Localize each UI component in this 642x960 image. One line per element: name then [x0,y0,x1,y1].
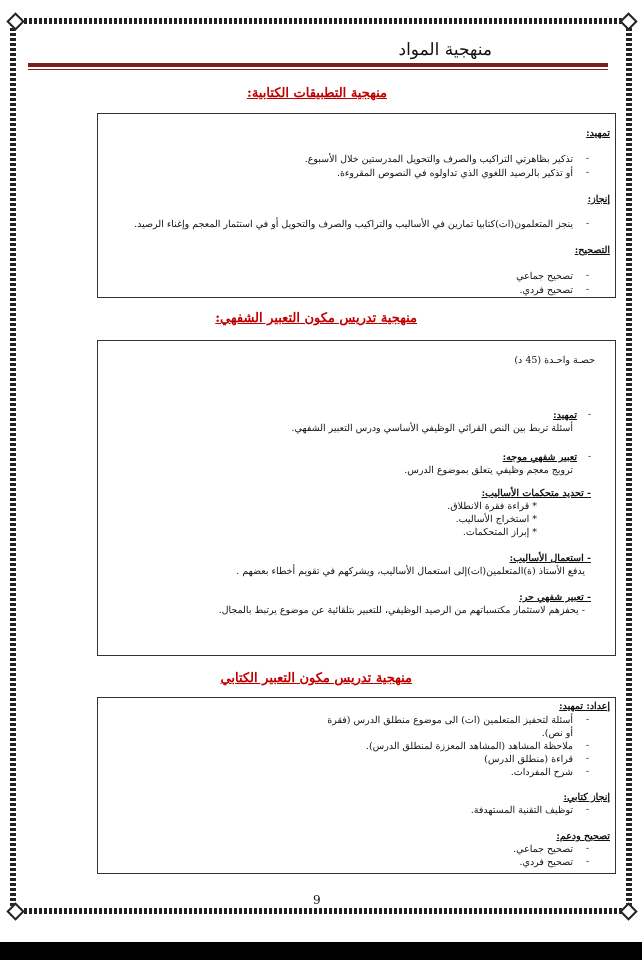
session-duration: حصـة واحـدة (45 د) [514,355,595,366]
top-border [14,18,628,24]
list-item: ينجز المتعلمون(ات)كتابيا تمارين في الأساليب والتراكيب والصرف والتحويل أو في استثمار المعجم وإغناء الرصيد. [134,219,573,230]
prep-label: إعداد: تمهيد: [559,701,610,712]
controls-item: * استخراج الأساليب. [455,514,537,525]
list-item: أو نص). [541,728,573,739]
list-item: تصحيح جماعي [516,271,573,282]
section-title-written-apps: منهجية التطبيقات الكتابية: [247,86,387,101]
list-item: توظيف التقنية المستهدفة. [470,805,573,816]
task-label: إنجاز: [587,194,610,205]
list-item: تصحيح فردي. [519,285,573,296]
oral-intro-text: أسئلة تربط بين النص القرائي الوظيفي الأساسي ودرس التعبير الشفهي. [291,423,573,434]
list-item: أو تذكير بالرصيد اللغوي الذي تداولوه في النصوص المقروءة. [336,168,573,179]
section-title-written: منهجية تدريس مكون التعبير الكتابي [220,671,412,686]
guided-text: ترويج معجم وظيفي يتعلق بموضوع الدرس. [404,465,573,476]
header-rule-thin [28,69,608,70]
bottom-border [14,908,628,914]
free-text: - يحفزهم لاستثمار مكتسباتهم من الرصيد الوظيفي، للتعبير بتلقائية عن موضوع يرتبط بالمجال. [218,605,585,616]
list-item: أسئلة لتحفيز المتعلمين (ات) الى موضوع منطلق الدرس (فقرة [327,715,573,726]
oral-session-box [97,340,616,398]
header-rule [28,63,608,67]
controls-item: * قراءة فقرة الانطلاق. [447,501,537,512]
corner-ornament [619,12,637,30]
list-item: قراءة (منطلق الدرس) [484,754,573,765]
written-task-label: إنجاز كتابي: [563,792,610,803]
left-border [10,18,16,918]
page-title: منهجية المواد [398,40,492,60]
usage-label: - استعمال الأساليب: [509,553,591,564]
list-item: تصحيح جماعي. [513,844,573,855]
correction-label: التصحيح: [574,245,610,256]
written-correction-label: تصحيح ودعم: [556,831,610,842]
usage-text: يدفع الأستاذ (ة)المتعلمين(ات)إلى استعمال الأساليب، ويشركهم في تقويم أخطاء بعضهم . [236,566,585,577]
corner-ornament [619,902,637,920]
controls-label: - تحديد متحكمات الأساليب: [481,488,591,499]
page-number: 9 [313,893,321,907]
oral-content-box: - تمهيد: أسئلة تربط بين النص القرائي الوظيفي الأساسي ودرس التعبير الشفهي. - تعبير شفهي موجه: ترويج معجم وظيفي يتعلق بموضوع الدرس. - تحديد متحكمات الأساليب: * قراءة فقرة الانطلاق. * استخراج الأساليب. * إبراز المتحكمات. - استعمال الأساليب: يدفع الأستاذ (ة)المتعلمين(ات)إلى استعمال الأساليب، ويشركهم في تقويم أخطاء بعضهم . - تعبير شفهي حر: - يحفزهم لاستثمار مكتسباتهم من الرصيد الوظيفي، للتعبير بتلقائية عن موضوع يرتبط بالمجال. [97,396,616,656]
guided-label: تعبير شفهي موجه: [502,452,577,463]
list-item: ملاحظة المشاهد (المشاهد المعززة لمنطلق الدرس). [365,741,573,752]
written-apps-box: تمهيد: - تذكير بظاهرتي التراكيب والصرف والتحويل المدرستين خلال الأسبوع. - أو تذكير بالرصيد اللغوي الذي تداولوه في النصوص المقروءة. إنجاز: - ينجز المتعلمون(ات)كتابيا تمارين في الأساليب والتراكيب والصرف والتحويل أو في استثمار المعجم وإغناء الرصيد. التصحيح: - تصحيح جماعي - تصحيح فردي. [97,113,616,298]
intro-label: تمهيد: [586,128,610,139]
list-item: تذكير بظاهرتي التراكيب والصرف والتحويل المدرستين خلال الأسبوع. [304,154,573,165]
list-item: تصحيح فردي. [519,857,573,868]
list-item: شرح المفردات. [510,767,573,778]
free-label: - تعبير شفهي حر: [519,592,591,603]
oral-intro-label: تمهيد: [553,410,577,421]
right-border [626,18,632,918]
written-box: إعداد: تمهيد: - أسئلة لتحفيز المتعلمين (ات) الى موضوع منطلق الدرس (فقرة أو نص). - ملاحظة المشاهد (المشاهد المعززة لمنطلق الدرس). - قراءة (منطلق الدرس) - شرح المفردات. إنجاز كتابي: - توظيف التقنية المستهدفة. تصحيح ودعم: - تصحيح جماعي. - تصحيح فردي. [97,697,616,874]
section-title-oral: منهجية تدريس مكون التعبير الشفهي: [215,311,417,326]
controls-item: * إبراز المتحكمات. [462,527,537,538]
